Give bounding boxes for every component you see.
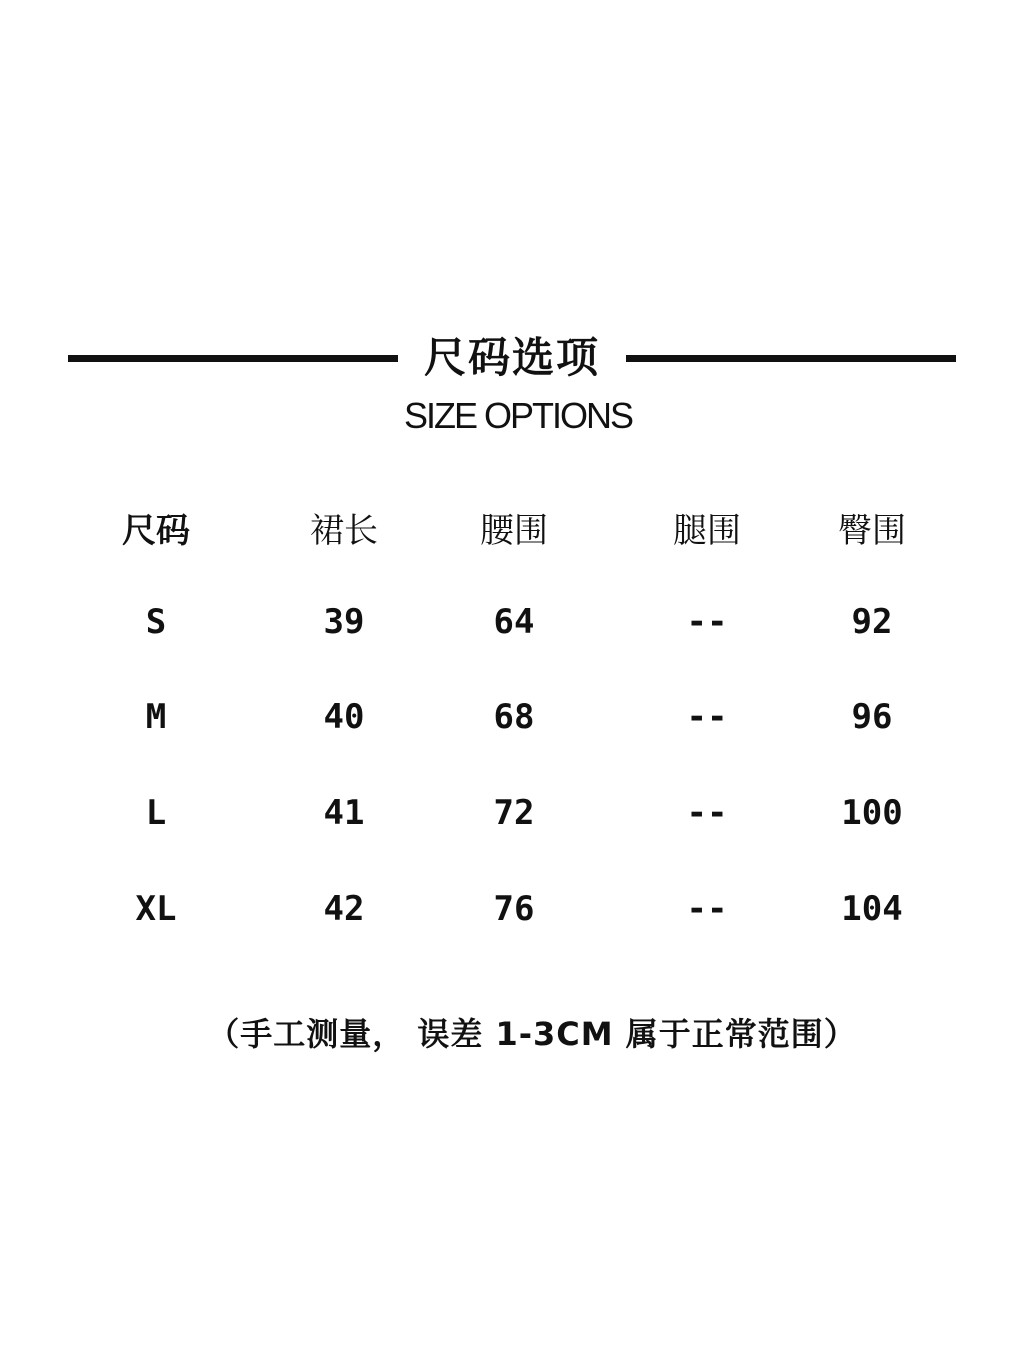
table-row-l-size: L [145, 793, 167, 833]
page-title-en: SIZE OPTIONS [403, 395, 633, 436]
table-row-l-thigh: -- [686, 793, 728, 833]
header-thigh: 腿围 [673, 511, 741, 551]
table-row-xl-thigh: -- [686, 889, 728, 929]
table-row-xl-length: 42 [323, 889, 365, 929]
table-row-s-waist: 64 [493, 602, 535, 642]
table-row-m-length: 40 [323, 697, 365, 737]
page-title-cn: 尺码选项 [424, 333, 601, 382]
header-waist: 腰围 [480, 511, 548, 551]
table-row-s-size: S [145, 602, 167, 642]
table-row-m-thigh: -- [686, 697, 728, 737]
table-row-xl-hip: 104 [841, 889, 903, 929]
table-row-s-length: 39 [323, 602, 365, 642]
table-row-s-hip: 92 [851, 602, 893, 642]
table-row-m-waist: 68 [493, 697, 535, 737]
table-row-l-waist: 72 [493, 793, 535, 833]
table-row-s-thigh: -- [686, 602, 728, 642]
header-hip: 臀围 [838, 511, 906, 551]
header-skirt-length: 裙长 [310, 511, 378, 551]
table-row-xl-waist: 76 [493, 889, 535, 929]
table-row-l-hip: 100 [841, 793, 903, 833]
header-size: 尺码 [122, 511, 190, 551]
table-row-m-hip: 96 [851, 697, 893, 737]
measurement-note: （手工测量， 误差 1-3CM 属于正常范围） [207, 1015, 857, 1053]
table-row-l-length: 41 [323, 793, 365, 833]
table-row-m-size: M [145, 697, 167, 737]
table-row-xl-size: XL [135, 889, 177, 929]
